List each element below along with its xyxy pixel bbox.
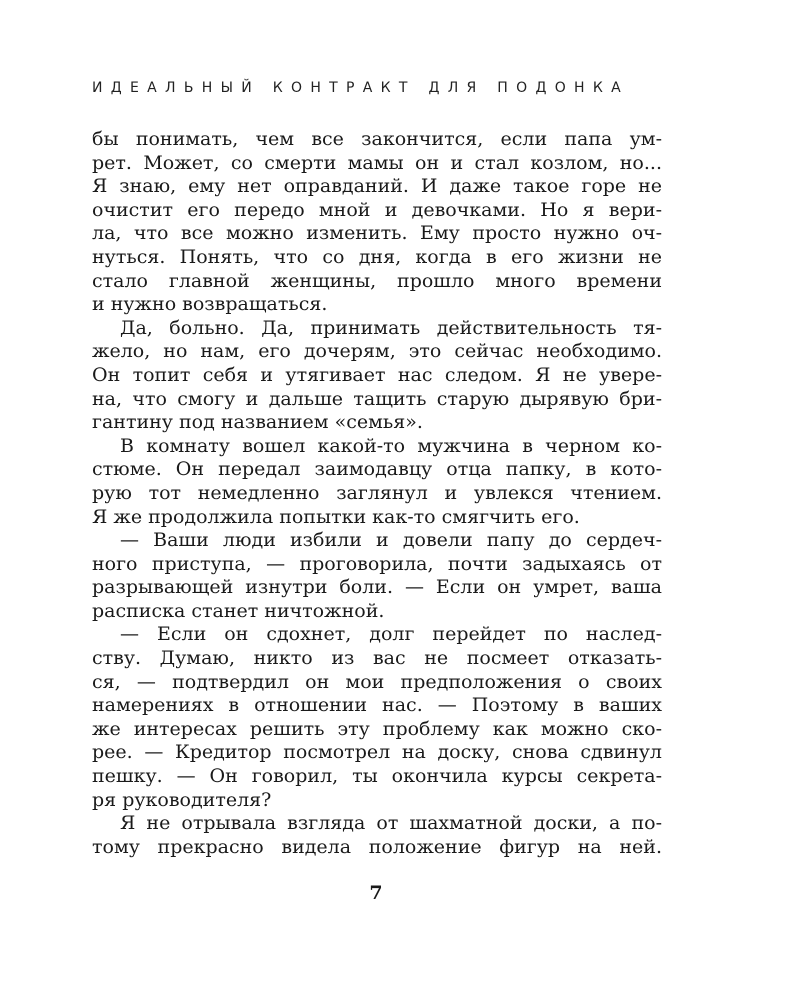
running-head: ИДЕАЛЬНЫЙ КОНТРАКТ ДЛЯ ПОДОНКА bbox=[92, 80, 629, 96]
text-line: ного приступа, — проговорила, почти задыхаясь от bbox=[92, 552, 662, 575]
text-line: тому прекрасно видела положение фигур на ней. bbox=[92, 835, 662, 858]
text-line: ся, — подтвердил он мои предположения о своих bbox=[92, 670, 662, 693]
text-line: стало главной женщины, прошло много времени bbox=[92, 269, 662, 292]
text-line: гантину под названием «семья». bbox=[92, 411, 423, 434]
body-text bbox=[92, 128, 662, 859]
text-line: Я знаю, ему нет оправданий. И даже такое горе не bbox=[92, 175, 662, 198]
text-line: жело, но нам, его дочерям, это сейчас необходимо. bbox=[92, 340, 662, 363]
text-line: В комнату вошел какой-то мужчина в черном ко- bbox=[120, 434, 662, 457]
text-line: рую тот немедленно заглянул и увлекся чтением. bbox=[92, 481, 662, 504]
text-line: рет. Может, со смерти мамы он и стал козлом, но... bbox=[92, 151, 662, 174]
text-line: разрывающей изнутри боли. — Если он умрет, ваша bbox=[92, 576, 662, 599]
text-line: намерениях в отношении нас. — Поэтому в ваших bbox=[92, 694, 662, 717]
text-line: ла, что все можно изменить. Ему просто нужно оч- bbox=[92, 222, 662, 245]
text-line: расписка станет ничтожной. bbox=[92, 599, 385, 622]
text-line: ству. Думаю, никто из вас не посмеет отказать- bbox=[92, 647, 662, 670]
text-line: пешку. — Он говорил, ты окончила курсы секрета- bbox=[92, 765, 662, 788]
text-line: — Ваши люди избили и довели папу до сердеч- bbox=[120, 529, 662, 552]
text-line: ря руководителя? bbox=[92, 788, 272, 811]
text-line: Он топит себя и утягивает нас следом. Я не увере- bbox=[92, 363, 662, 386]
text-line: — Если он сдохнет, долг перейдет по наслед- bbox=[120, 623, 662, 646]
text-line: нуться. Понять, что со дня, когда в его жизни не bbox=[92, 245, 662, 268]
text-line: Да, больно. Да, принимать действительность тя- bbox=[120, 316, 662, 339]
text-line: стюме. Он передал заимодавцу отца папку, в кото- bbox=[92, 458, 662, 481]
text-line: на, что смогу и дальше тащить старую дырявую бри- bbox=[92, 387, 662, 410]
text-line: рее. — Кредитор посмотрел на доску, снова сдвинул bbox=[92, 741, 662, 764]
text-line: Я же продолжила попытки как-то смягчить его. bbox=[92, 505, 580, 528]
text-line: и нужно возвращаться. bbox=[92, 293, 328, 316]
page-number: 7 bbox=[369, 882, 383, 904]
text-line: Я не отрывала взгляда от шахматной доски, а по- bbox=[120, 812, 662, 835]
text-line: бы понимать, чем все закончится, если папа ум- bbox=[92, 128, 662, 150]
text-line: же интересах решить эту проблему как можно ско- bbox=[92, 717, 662, 740]
text-line: очистит его передо мной и девочками. Но я вери- bbox=[92, 198, 662, 221]
